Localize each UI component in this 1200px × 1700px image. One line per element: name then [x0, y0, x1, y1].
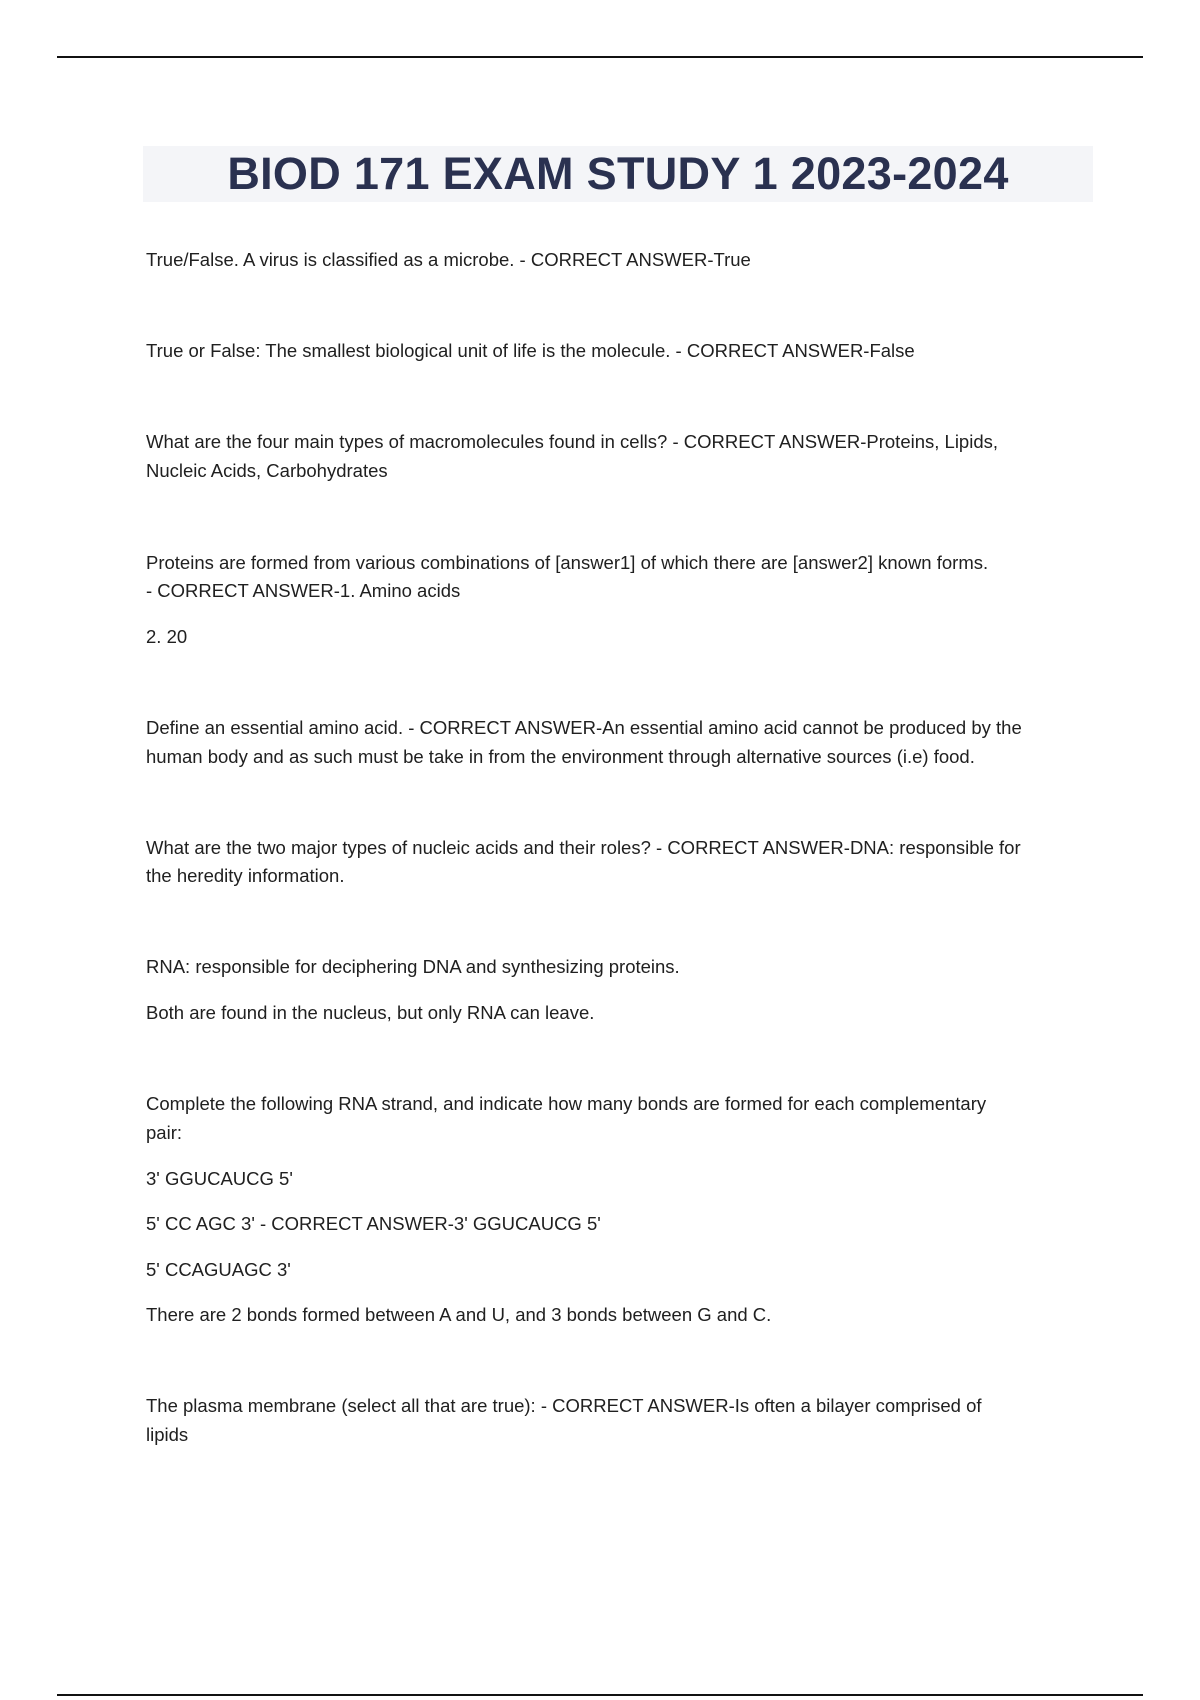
q6-text-line1: What are the two major types of nucleic acids and their roles? - CORRECT ANSWER-DNA: responsible for: [146, 837, 1021, 858]
q7-strand-1: 3' GGUCAUCG 5': [146, 1168, 293, 1189]
q7-strand-2-answer: 5' CC AGC 3' - CORRECT ANSWER-3' GGUCAUCG 5': [146, 1213, 601, 1234]
bottom-rule: [57, 1694, 1143, 1696]
q7-answer-strand: 5' CCAGUAGC 3': [146, 1259, 291, 1280]
q7-text-line2: pair:: [146, 1122, 182, 1143]
q4-text-line2: - CORRECT ANSWER-1. Amino acids: [146, 580, 461, 601]
q1-text: True/False. A virus is classified as a microbe. - CORRECT ANSWER-True: [146, 249, 751, 270]
q3-text-line1: What are the four main types of macromolecules found in cells? - CORRECT ANSWER-Proteins, Lipids,: [146, 431, 999, 452]
q4-text-line1: Proteins are formed from various combinations of [answer1] of which there are [answer2] known forms.: [146, 552, 989, 573]
title-band: [143, 146, 1093, 202]
q8-text-line1: The plasma membrane (select all that are true): - CORRECT ANSWER-Is often a bilayer comprised of: [146, 1395, 982, 1416]
q7-bonds-note: There are 2 bonds formed between A and U, and 3 bonds between G and C.: [146, 1304, 772, 1325]
q5-text-line2: human body and as such must be take in from the environment through alternative sources (i.e) food.: [146, 746, 975, 767]
top-rule: [57, 56, 1143, 58]
q2-text: True or False: The smallest biological unit of life is the molecule. - CORRECT ANSWER-False: [146, 340, 915, 361]
q6-rna-role: RNA: responsible for deciphering DNA and synthesizing proteins.: [146, 956, 680, 977]
q7-text-line1: Complete the following RNA strand, and indicate how many bonds are formed for each complementary: [146, 1093, 987, 1114]
q8-text-line2: lipids: [146, 1424, 189, 1445]
q6-text-line2: the heredity information.: [146, 865, 345, 886]
q3-text-line2: Nucleic Acids, Carbohydrates: [146, 460, 388, 481]
q4-answer-2: 2. 20: [146, 626, 188, 647]
q6-location-note: Both are found in the nucleus, but only RNA can leave.: [146, 1002, 595, 1023]
q5-text-line1: Define an essential amino acid. - CORRECT ANSWER-An essential amino acid cannot be produced by the: [146, 717, 1022, 738]
document-title: BIOD 171 EXAM STUDY 1 2023-2024: [227, 148, 1009, 199]
